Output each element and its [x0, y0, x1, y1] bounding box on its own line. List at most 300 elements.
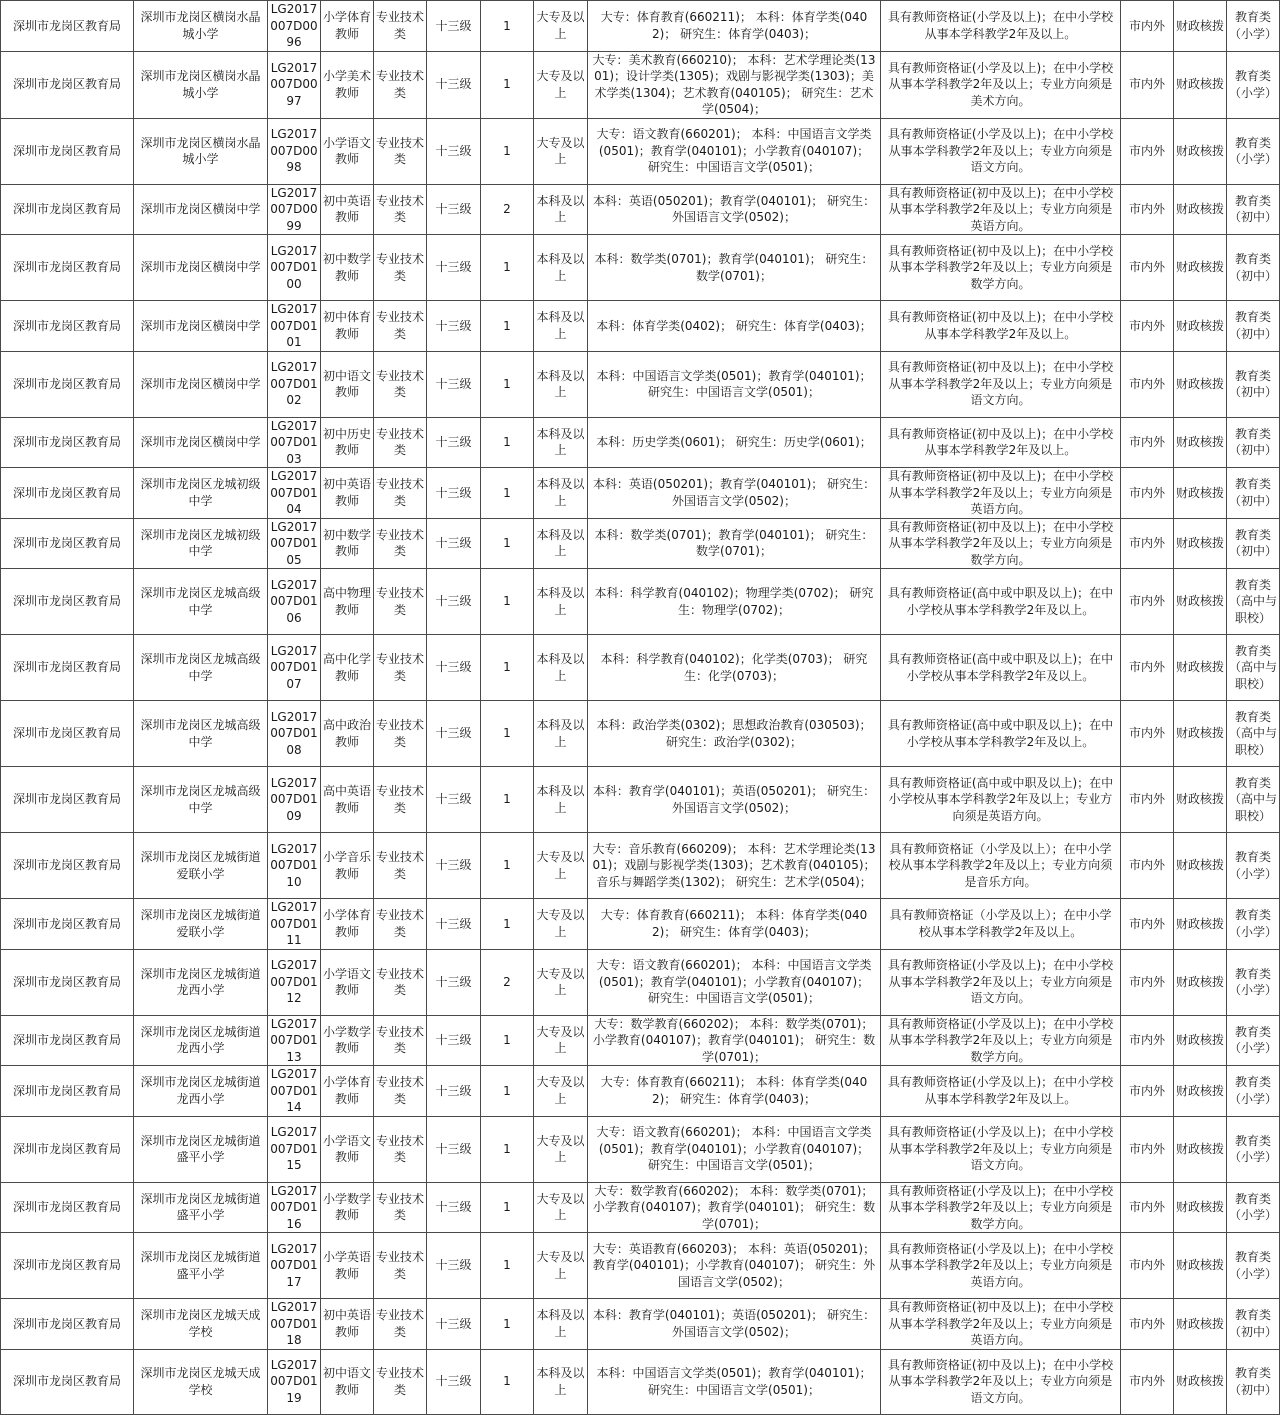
unit-cell: 深圳市龙岗区龙城街道盛平小学	[134, 1233, 268, 1299]
dept-cell: 深圳市龙岗区教育局	[1, 51, 134, 118]
unit-cell: 深圳市龙岗区龙城高级中学	[134, 569, 268, 635]
unit-cell: 深圳市龙岗区龙城初级中学	[134, 518, 268, 569]
table-row	[1, 1066, 1280, 1117]
conditions-cell: 具有教师资格证(高中或中职及以上)；在中小学校从事本学科教学2年及以上。	[881, 701, 1121, 767]
funding-cell: 财政核拨	[1174, 1, 1227, 52]
post-category-cell: 专业技术类	[374, 184, 427, 235]
dept-cell: 深圳市龙岗区教育局	[1, 417, 134, 468]
post-category-cell: 专业技术类	[374, 518, 427, 569]
post-grade-cell: 十三级	[427, 417, 481, 468]
post-name-cell: 小学音乐教师	[321, 833, 374, 899]
table-row	[1, 949, 1280, 1015]
post-grade-cell: 十三级	[427, 1349, 481, 1414]
post-name-cell: 初中历史教师	[321, 417, 374, 468]
funding-cell: 财政核拨	[1174, 1349, 1227, 1414]
recruit-scope-cell: 市内外	[1121, 301, 1174, 352]
post-category-cell: 专业技术类	[374, 1015, 427, 1066]
post-code-cell: LG2017007D0108	[268, 701, 321, 767]
funding-cell: 财政核拨	[1174, 767, 1227, 833]
post-code-cell: LG2017007D0113	[268, 1015, 321, 1066]
post-code-cell: LG2017007D0103	[268, 417, 321, 468]
specialty-cell: 本科：体育学类(0402)； 研究生：体育学(0403)；	[588, 301, 881, 352]
dept-cell: 深圳市龙岗区教育局	[1, 184, 134, 235]
funding-cell: 财政核拨	[1174, 301, 1227, 352]
exam-type-cell: 教育类（小学）	[1227, 1182, 1280, 1233]
recruit-scope-cell: 市内外	[1121, 1015, 1174, 1066]
exam-type-cell: 教育类（初中）	[1227, 468, 1280, 519]
post-code-cell: LG2017007D0106	[268, 569, 321, 635]
exam-type-cell: 教育类（初中）	[1227, 184, 1280, 235]
dept-cell: 深圳市龙岗区教育局	[1, 468, 134, 519]
post-name-cell: 高中英语教师	[321, 767, 374, 833]
headcount-cell: 2	[481, 184, 534, 235]
recruit-scope-cell: 市内外	[1121, 51, 1174, 118]
unit-cell: 深圳市龙岗区横岗中学	[134, 351, 268, 417]
table-row	[1, 767, 1280, 833]
unit-cell: 深圳市龙岗区横岗水晶城小学	[134, 1, 268, 52]
post-grade-cell: 十三级	[427, 468, 481, 519]
funding-cell: 财政核拨	[1174, 518, 1227, 569]
conditions-cell: 具有教师资格证(高中或中职及以上)；在中小学校从事本学科教学2年及以上。	[881, 569, 1121, 635]
post-code-cell: LG2017007D0099	[268, 184, 321, 235]
exam-type-cell: 教育类（小学）	[1227, 899, 1280, 950]
recruit-scope-cell: 市内外	[1121, 1116, 1174, 1182]
post-code-cell: LG2017007D0119	[268, 1349, 321, 1414]
headcount-cell: 1	[481, 468, 534, 519]
education-cell: 本科及以上	[534, 635, 588, 701]
headcount-cell: 1	[481, 1, 534, 52]
funding-cell: 财政核拨	[1174, 468, 1227, 519]
unit-cell: 深圳市龙岗区龙城天成学校	[134, 1349, 268, 1414]
funding-cell: 财政核拨	[1174, 1015, 1227, 1066]
dept-cell: 深圳市龙岗区教育局	[1, 833, 134, 899]
exam-type-cell: 教育类（小学）	[1227, 1015, 1280, 1066]
education-cell: 本科及以上	[534, 301, 588, 352]
headcount-cell: 2	[481, 949, 534, 1015]
funding-cell: 财政核拨	[1174, 569, 1227, 635]
post-code-cell: LG2017007D0116	[268, 1182, 321, 1233]
conditions-cell: 具有教师资格证(初中及以上)；在中小学校从事本学科教学2年及以上；专业方向须是英语方向。	[881, 468, 1121, 519]
post-grade-cell: 十三级	[427, 1182, 481, 1233]
recruit-scope-cell: 市内外	[1121, 235, 1174, 301]
post-code-cell: LG2017007D0102	[268, 351, 321, 417]
specialty-cell: 大专：语文教育(660201)； 本科：中国语言文学类(0501)；教育学(040101)；小学教育(040107)； 研究生：中国语言文学(0501)；	[588, 949, 881, 1015]
specialty-cell: 大专：音乐教育(660209)； 本科：艺术学理论类(1301)；戏剧与影视学类(1303)；艺术教育(040105)；音乐与舞蹈学类(1302)； 研究生：艺术学(0504)；	[588, 833, 881, 899]
exam-type-cell: 教育类（小学）	[1227, 1066, 1280, 1117]
post-code-cell: LG2017007D0118	[268, 1299, 321, 1350]
funding-cell: 财政核拨	[1174, 51, 1227, 118]
unit-cell: 深圳市龙岗区龙城高级中学	[134, 767, 268, 833]
headcount-cell: 1	[481, 767, 534, 833]
post-name-cell: 初中英语教师	[321, 1299, 374, 1350]
headcount-cell: 1	[481, 1116, 534, 1182]
education-cell: 本科及以上	[534, 184, 588, 235]
headcount-cell: 1	[481, 1066, 534, 1117]
exam-type-cell: 教育类（初中）	[1227, 1349, 1280, 1414]
headcount-cell: 1	[481, 235, 534, 301]
post-name-cell: 初中语文教师	[321, 351, 374, 417]
recruit-scope-cell: 市内外	[1121, 833, 1174, 899]
table-row	[1, 118, 1280, 184]
specialty-cell: 大专：数学教育(660202)； 本科：数学类(0701)；小学教育(040107)；教育学(040101)； 研究生：数学(0701)；	[588, 1182, 881, 1233]
post-category-cell: 专业技术类	[374, 1066, 427, 1117]
education-cell: 本科及以上	[534, 701, 588, 767]
post-name-cell: 小学语文教师	[321, 1116, 374, 1182]
post-name-cell: 高中物理教师	[321, 569, 374, 635]
education-cell: 大专及以上	[534, 118, 588, 184]
post-code-cell: LG2017007D0105	[268, 518, 321, 569]
specialty-cell: 本科：教育学(040101)；英语(050201)； 研究生：外国语言文学(0502)；	[588, 1299, 881, 1350]
conditions-cell: 具有教师资格证(高中或中职及以上)；在中小学校从事本学科教学2年及以上；专业方向须是英语方向。	[881, 767, 1121, 833]
funding-cell: 财政核拨	[1174, 351, 1227, 417]
funding-cell: 财政核拨	[1174, 1233, 1227, 1299]
specialty-cell: 大专：体育教育(660211)； 本科：体育学类(0402)； 研究生：体育学(0403)；	[588, 1066, 881, 1117]
education-cell: 大专及以上	[534, 1066, 588, 1117]
post-grade-cell: 十三级	[427, 1, 481, 52]
conditions-cell: 具有教师资格证(初中及以上)；在中小学校从事本学科教学2年及以上。	[881, 417, 1121, 468]
post-category-cell: 专业技术类	[374, 635, 427, 701]
exam-type-cell: 教育类（小学）	[1227, 833, 1280, 899]
unit-cell: 深圳市龙岗区龙城街道爱联小学	[134, 833, 268, 899]
post-name-cell: 初中语文教师	[321, 1349, 374, 1414]
funding-cell: 财政核拨	[1174, 417, 1227, 468]
post-grade-cell: 十三级	[427, 701, 481, 767]
recruit-scope-cell: 市内外	[1121, 899, 1174, 950]
post-category-cell: 专业技术类	[374, 468, 427, 519]
post-name-cell: 小学体育教师	[321, 1066, 374, 1117]
funding-cell: 财政核拨	[1174, 635, 1227, 701]
specialty-cell: 本科：政治学类(0302)；思想政治教育(030503)； 研究生：政治学(0302)；	[588, 701, 881, 767]
post-grade-cell: 十三级	[427, 949, 481, 1015]
education-cell: 大专及以上	[534, 1, 588, 52]
headcount-cell: 1	[481, 351, 534, 417]
specialty-cell: 本科：科学教育(040102)；物理学类(0702)； 研究生：物理学(0702)；	[588, 569, 881, 635]
conditions-cell: 具有教师资格证(高中或中职及以上)；在中小学校从事本学科教学2年及以上。	[881, 635, 1121, 701]
recruit-scope-cell: 市内外	[1121, 767, 1174, 833]
dept-cell: 深圳市龙岗区教育局	[1, 518, 134, 569]
post-grade-cell: 十三级	[427, 767, 481, 833]
conditions-cell: 具有教师资格证(小学及以上)；在中小学校从事本学科教学2年及以上；专业方向须是语文方向。	[881, 118, 1121, 184]
dept-cell: 深圳市龙岗区教育局	[1, 1233, 134, 1299]
exam-type-cell: 教育类（初中）	[1227, 301, 1280, 352]
unit-cell: 深圳市龙岗区龙城天成学校	[134, 1299, 268, 1350]
education-cell: 大专及以上	[534, 949, 588, 1015]
post-name-cell: 小学语文教师	[321, 118, 374, 184]
post-category-cell: 专业技术类	[374, 949, 427, 1015]
specialty-cell: 本科：数学类(0701)；教育学(040101)； 研究生：数学(0701)；	[588, 235, 881, 301]
conditions-cell: 具有教师资格证(小学及以上)；在中小学校从事本学科教学2年及以上。	[881, 1, 1121, 52]
funding-cell: 财政核拨	[1174, 1116, 1227, 1182]
post-name-cell: 初中体育教师	[321, 301, 374, 352]
education-cell: 本科及以上	[534, 569, 588, 635]
post-category-cell: 专业技术类	[374, 1299, 427, 1350]
recruit-scope-cell: 市内外	[1121, 1, 1174, 52]
table-row	[1, 301, 1280, 352]
recruit-scope-cell: 市内外	[1121, 1066, 1174, 1117]
specialty-cell: 本科：中国语言文学类(0501)；教育学(040101)； 研究生：中国语言文学(0501)；	[588, 351, 881, 417]
conditions-cell: 具有教师资格证(小学及以上)；在中小学校从事本学科教学2年及以上；专业方向须是语文方向。	[881, 1116, 1121, 1182]
exam-type-cell: 教育类（高中与职校）	[1227, 767, 1280, 833]
unit-cell: 深圳市龙岗区龙城高级中学	[134, 701, 268, 767]
exam-type-cell: 教育类（高中与职校）	[1227, 569, 1280, 635]
recruit-scope-cell: 市内外	[1121, 1349, 1174, 1414]
funding-cell: 财政核拨	[1174, 118, 1227, 184]
recruit-scope-cell: 市内外	[1121, 949, 1174, 1015]
education-cell: 大专及以上	[534, 1233, 588, 1299]
post-code-cell: LG2017007D0096	[268, 1, 321, 52]
post-grade-cell: 十三级	[427, 518, 481, 569]
recruit-scope-cell: 市内外	[1121, 1299, 1174, 1350]
post-category-cell: 专业技术类	[374, 118, 427, 184]
specialty-cell: 大专：美术教育(660210)； 本科：艺术学理论类(1301)；设计学类(1305)；戏剧与影视学类(1303)；美术学类(1304)；艺术教育(040105)； 研究生：艺术学(0504)；	[588, 51, 881, 118]
unit-cell: 深圳市龙岗区龙城街道爱联小学	[134, 899, 268, 950]
post-name-cell: 小学体育教师	[321, 1, 374, 52]
recruit-scope-cell: 市内外	[1121, 184, 1174, 235]
education-cell: 大专及以上	[534, 1015, 588, 1066]
post-grade-cell: 十三级	[427, 51, 481, 118]
table-row	[1, 51, 1280, 118]
exam-type-cell: 教育类（高中与职校）	[1227, 701, 1280, 767]
funding-cell: 财政核拨	[1174, 899, 1227, 950]
table-row	[1, 1, 1280, 52]
table-row	[1, 351, 1280, 417]
education-cell: 本科及以上	[534, 1299, 588, 1350]
conditions-cell: 具有教师资格证(小学及以上)；在中小学校从事本学科教学2年及以上；专业方向须是数学方向。	[881, 1015, 1121, 1066]
post-code-cell: LG2017007D0101	[268, 301, 321, 352]
post-category-cell: 专业技术类	[374, 417, 427, 468]
headcount-cell: 1	[481, 833, 534, 899]
dept-cell: 深圳市龙岗区教育局	[1, 767, 134, 833]
recruit-scope-cell: 市内外	[1121, 701, 1174, 767]
dept-cell: 深圳市龙岗区教育局	[1, 701, 134, 767]
recruit-scope-cell: 市内外	[1121, 569, 1174, 635]
unit-cell: 深圳市龙岗区横岗水晶城小学	[134, 51, 268, 118]
table-row	[1, 1349, 1280, 1414]
post-name-cell: 高中化学教师	[321, 635, 374, 701]
conditions-cell: 具有教师资格证（小学及以上）；在中小学校从事本学科教学2年及以上；专业方向须是音乐方向。	[881, 833, 1121, 899]
post-code-cell: LG2017007D0115	[268, 1116, 321, 1182]
post-grade-cell: 十三级	[427, 184, 481, 235]
post-category-cell: 专业技术类	[374, 701, 427, 767]
table-row	[1, 1233, 1280, 1299]
headcount-cell: 1	[481, 1015, 534, 1066]
specialty-cell: 大专：数学教育(660202)； 本科：数学类(0701)；小学教育(040107)；教育学(040101)； 研究生：数学(0701)；	[588, 1015, 881, 1066]
exam-type-cell: 教育类（初中）	[1227, 351, 1280, 417]
exam-type-cell: 教育类（高中与职校）	[1227, 635, 1280, 701]
post-grade-cell: 十三级	[427, 118, 481, 184]
unit-cell: 深圳市龙岗区龙城初级中学	[134, 468, 268, 519]
post-grade-cell: 十三级	[427, 1066, 481, 1117]
post-name-cell: 小学数学教师	[321, 1182, 374, 1233]
post-name-cell: 小学语文教师	[321, 949, 374, 1015]
dept-cell: 深圳市龙岗区教育局	[1, 569, 134, 635]
unit-cell: 深圳市龙岗区龙城街道龙西小学	[134, 949, 268, 1015]
education-cell: 本科及以上	[534, 767, 588, 833]
recruit-scope-cell: 市内外	[1121, 635, 1174, 701]
post-code-cell: LG2017007D0110	[268, 833, 321, 899]
specialty-cell: 本科：教育学(040101)；英语(050201)； 研究生：外国语言文学(0502)；	[588, 767, 881, 833]
specialty-cell: 大专：语文教育(660201)； 本科：中国语言文学类(0501)；教育学(040101)；小学教育(040107)； 研究生：中国语言文学(0501)；	[588, 118, 881, 184]
conditions-cell: 具有教师资格证(初中及以上)；在中小学校从事本学科教学2年及以上；专业方向须是语文方向。	[881, 351, 1121, 417]
table-row	[1, 518, 1280, 569]
dept-cell: 深圳市龙岗区教育局	[1, 1116, 134, 1182]
post-grade-cell: 十三级	[427, 1233, 481, 1299]
post-grade-cell: 十三级	[427, 351, 481, 417]
post-category-cell: 专业技术类	[374, 833, 427, 899]
post-grade-cell: 十三级	[427, 1116, 481, 1182]
post-category-cell: 专业技术类	[374, 235, 427, 301]
headcount-cell: 1	[481, 51, 534, 118]
specialty-cell: 本科：英语(050201)；教育学(040101)； 研究生：外国语言文学(0502)；	[588, 184, 881, 235]
education-cell: 本科及以上	[534, 417, 588, 468]
specialty-cell: 本科：数学类(0701)；教育学(040101)； 研究生：数学(0701)；	[588, 518, 881, 569]
education-cell: 本科及以上	[534, 468, 588, 519]
post-name-cell: 高中政治教师	[321, 701, 374, 767]
education-cell: 大专及以上	[534, 833, 588, 899]
headcount-cell: 1	[481, 1233, 534, 1299]
conditions-cell: 具有教师资格证(小学及以上)；在中小学校从事本学科教学2年及以上。	[881, 1066, 1121, 1117]
table-row	[1, 635, 1280, 701]
education-cell: 本科及以上	[534, 1349, 588, 1414]
specialty-cell: 大专：英语教育(660203)； 本科：英语(050201)；教育学(040101)；小学教育(040107)； 研究生：外国语言文学(0502)；	[588, 1233, 881, 1299]
table-row	[1, 1182, 1280, 1233]
conditions-cell: 具有教师资格证(小学及以上)；在中小学校从事本学科教学2年及以上；专业方向须是数学方向。	[881, 1182, 1121, 1233]
post-code-cell: LG2017007D0109	[268, 767, 321, 833]
conditions-cell: 具有教师资格证(小学及以上)；在中小学校从事本学科教学2年及以上；专业方向须是英语方向。	[881, 1233, 1121, 1299]
education-cell: 本科及以上	[534, 518, 588, 569]
post-name-cell: 初中数学教师	[321, 235, 374, 301]
exam-type-cell: 教育类（初中）	[1227, 417, 1280, 468]
headcount-cell: 1	[481, 301, 534, 352]
exam-type-cell: 教育类（小学）	[1227, 118, 1280, 184]
dept-cell: 深圳市龙岗区教育局	[1, 351, 134, 417]
post-code-cell: LG2017007D0098	[268, 118, 321, 184]
funding-cell: 财政核拨	[1174, 1182, 1227, 1233]
specialty-cell: 大专：体育教育(660211)； 本科：体育学类(0402)； 研究生：体育学(0403)；	[588, 899, 881, 950]
post-name-cell: 初中英语教师	[321, 184, 374, 235]
headcount-cell: 1	[481, 518, 534, 569]
conditions-cell: 具有教师资格证（小学及以上）；在中小学校从事本学科教学2年及以上。	[881, 899, 1121, 950]
post-grade-cell: 十三级	[427, 1299, 481, 1350]
unit-cell: 深圳市龙岗区龙城高级中学	[134, 635, 268, 701]
exam-type-cell: 教育类（小学）	[1227, 51, 1280, 118]
dept-cell: 深圳市龙岗区教育局	[1, 1066, 134, 1117]
table-row	[1, 1015, 1280, 1066]
headcount-cell: 1	[481, 899, 534, 950]
post-code-cell: LG2017007D0104	[268, 468, 321, 519]
specialty-cell: 大专：语文教育(660201)； 本科：中国语言文学类(0501)；教育学(040101)；小学教育(040107)； 研究生：中国语言文学(0501)；	[588, 1116, 881, 1182]
dept-cell: 深圳市龙岗区教育局	[1, 235, 134, 301]
exam-type-cell: 教育类（初中）	[1227, 518, 1280, 569]
conditions-cell: 具有教师资格证(初中及以上)；在中小学校从事本学科教学2年及以上；专业方向须是英语方向。	[881, 1299, 1121, 1350]
education-cell: 大专及以上	[534, 51, 588, 118]
table-row	[1, 899, 1280, 950]
post-name-cell: 小学体育教师	[321, 899, 374, 950]
education-cell: 大专及以上	[534, 899, 588, 950]
exam-type-cell: 教育类（小学）	[1227, 1, 1280, 52]
table-row	[1, 468, 1280, 519]
exam-type-cell: 教育类（初中）	[1227, 1299, 1280, 1350]
recruit-scope-cell: 市内外	[1121, 468, 1174, 519]
table-row	[1, 1116, 1280, 1182]
conditions-cell: 具有教师资格证(初中及以上)；在中小学校从事本学科教学2年及以上；专业方向须是数学方向。	[881, 235, 1121, 301]
unit-cell: 深圳市龙岗区横岗中学	[134, 417, 268, 468]
post-name-cell: 小学英语教师	[321, 1233, 374, 1299]
table-row	[1, 417, 1280, 468]
headcount-cell: 1	[481, 635, 534, 701]
funding-cell: 财政核拨	[1174, 184, 1227, 235]
funding-cell: 财政核拨	[1174, 949, 1227, 1015]
exam-type-cell: 教育类（小学）	[1227, 949, 1280, 1015]
post-code-cell: LG2017007D0112	[268, 949, 321, 1015]
post-name-cell: 小学数学教师	[321, 1015, 374, 1066]
dept-cell: 深圳市龙岗区教育局	[1, 1299, 134, 1350]
post-grade-cell: 十三级	[427, 569, 481, 635]
post-category-cell: 专业技术类	[374, 569, 427, 635]
post-grade-cell: 十三级	[427, 899, 481, 950]
post-category-cell: 专业技术类	[374, 767, 427, 833]
post-category-cell: 专业技术类	[374, 1233, 427, 1299]
specialty-cell: 本科：英语(050201)；教育学(040101)； 研究生：外国语言文学(0502)；	[588, 468, 881, 519]
headcount-cell: 1	[481, 118, 534, 184]
post-name-cell: 初中数学教师	[321, 518, 374, 569]
specialty-cell: 大专：体育教育(660211)； 本科：体育学类(0402)； 研究生：体育学(0403)；	[588, 1, 881, 52]
post-code-cell: LG2017007D0100	[268, 235, 321, 301]
education-cell: 大专及以上	[534, 1182, 588, 1233]
post-category-cell: 专业技术类	[374, 351, 427, 417]
conditions-cell: 具有教师资格证(小学及以上)；在中小学校从事本学科教学2年及以上；专业方向须是美术方向。	[881, 51, 1121, 118]
headcount-cell: 1	[481, 417, 534, 468]
exam-type-cell: 教育类（小学）	[1227, 1233, 1280, 1299]
dept-cell: 深圳市龙岗区教育局	[1, 899, 134, 950]
recruit-scope-cell: 市内外	[1121, 417, 1174, 468]
post-category-cell: 专业技术类	[374, 301, 427, 352]
post-code-cell: LG2017007D0111	[268, 899, 321, 950]
unit-cell: 深圳市龙岗区横岗中学	[134, 235, 268, 301]
dept-cell: 深圳市龙岗区教育局	[1, 301, 134, 352]
specialty-cell: 本科：科学教育(040102)；化学类(0703)； 研究生：化学(0703)；	[588, 635, 881, 701]
conditions-cell: 具有教师资格证(初中及以上)；在中小学校从事本学科教学2年及以上。	[881, 301, 1121, 352]
recruit-scope-cell: 市内外	[1121, 518, 1174, 569]
post-name-cell: 初中英语教师	[321, 468, 374, 519]
dept-cell: 深圳市龙岗区教育局	[1, 635, 134, 701]
dept-cell: 深圳市龙岗区教育局	[1, 949, 134, 1015]
conditions-cell: 具有教师资格证(小学及以上)；在中小学校从事本学科教学2年及以上；专业方向须是语文方向。	[881, 949, 1121, 1015]
headcount-cell: 1	[481, 701, 534, 767]
table-row	[1, 833, 1280, 899]
post-category-cell: 专业技术类	[374, 899, 427, 950]
dept-cell: 深圳市龙岗区教育局	[1, 1349, 134, 1414]
dept-cell: 深圳市龙岗区教育局	[1, 1, 134, 52]
exam-type-cell: 教育类（初中）	[1227, 235, 1280, 301]
education-cell: 大专及以上	[534, 1116, 588, 1182]
exam-type-cell: 教育类（小学）	[1227, 1116, 1280, 1182]
post-grade-cell: 十三级	[427, 635, 481, 701]
headcount-cell: 1	[481, 1349, 534, 1414]
dept-cell: 深圳市龙岗区教育局	[1, 1015, 134, 1066]
education-cell: 本科及以上	[534, 351, 588, 417]
post-code-cell: LG2017007D0117	[268, 1233, 321, 1299]
post-grade-cell: 十三级	[427, 1015, 481, 1066]
dept-cell: 深圳市龙岗区教育局	[1, 118, 134, 184]
recruit-scope-cell: 市内外	[1121, 351, 1174, 417]
post-category-cell: 专业技术类	[374, 1116, 427, 1182]
funding-cell: 财政核拨	[1174, 701, 1227, 767]
unit-cell: 深圳市龙岗区龙城街道龙西小学	[134, 1015, 268, 1066]
unit-cell: 深圳市龙岗区横岗中学	[134, 184, 268, 235]
post-code-cell: LG2017007D0107	[268, 635, 321, 701]
conditions-cell: 具有教师资格证(初中及以上)；在中小学校从事本学科教学2年及以上；专业方向须是语文方向。	[881, 1349, 1121, 1414]
